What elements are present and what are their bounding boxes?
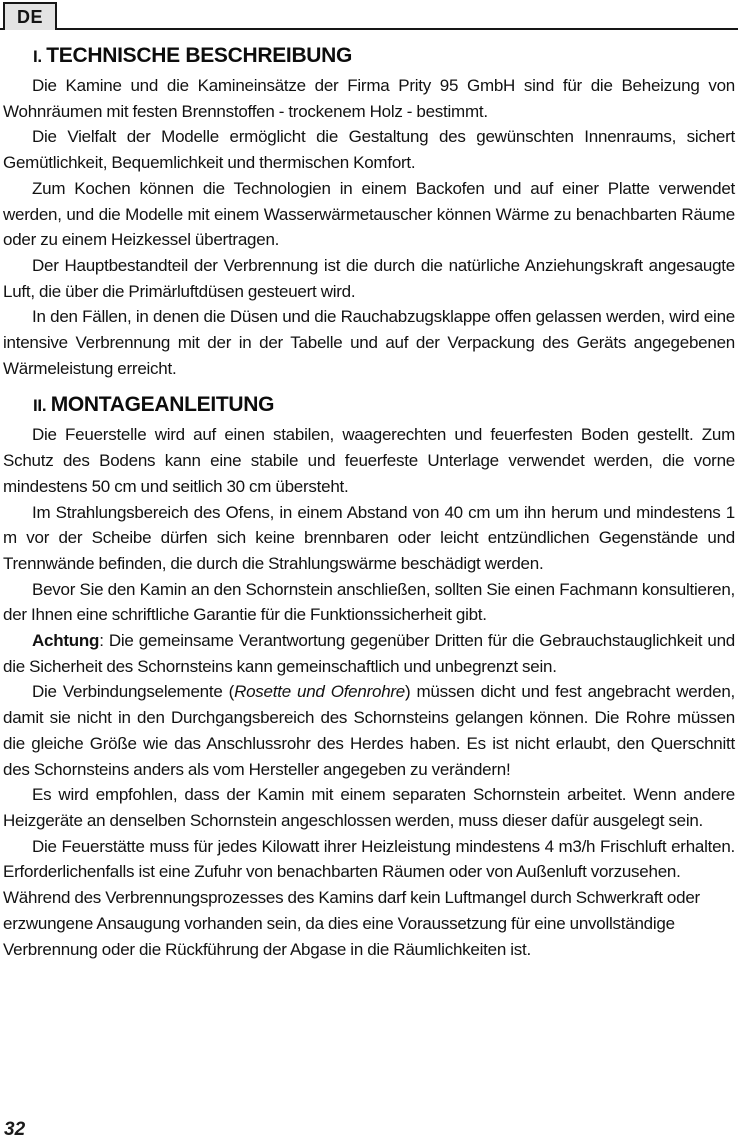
paragraph [3,782,735,833]
text-run: Die Feuerstelle wird auf einen stabilen, waagerechten und feuerfesten Boden gestellt. Zum Schutz des Bodens kann eine stabile und feuerfeste Unterlage verwendet werden, die vorne mindestens 50 cm und seitlich 30 cm übersteht. [3,425,735,496]
text-run: In den Fällen, in denen die Düsen und die Rauchabzugsklappe offen gelassen werden, wird eine intensive Verbrennung mit der in der Tabelle und auf der Verpackung des Geräts angegebenen Wärmeleistung erreicht. [3,307,735,378]
section-title: TECHNISCHE BESCHREIBUNG [46,44,353,67]
paragraph [3,253,735,304]
page-number: 32 [4,1119,26,1140]
document-content [0,30,738,962]
section-number: I. [33,47,47,66]
section-heading [3,392,735,419]
section-title: MONTAGEANLEITUNG [50,393,275,417]
text-run: Der Hauptbestandteil der Verbrennung ist die durch die natürliche Anziehungskraft angesaugte Luft, die über die Primärluftdüsen gesteuert wird. [3,255,735,301]
section-number: II. [33,396,51,416]
page-header [0,0,738,30]
text-run: Achtung [32,631,100,651]
paragraph [3,304,735,381]
text-run: Es wird empfohlen, dass der Kamin mit einem separaten Schornstein arbeitet. Wenn andere Heizgeräte an denselben Schornstein angeschlossen werden, muss dieser dafür ausgelegt sein. [3,785,735,830]
paragraph [3,885,735,962]
text-run: : Die gemeinsame Verantwortung gegenüber Dritten für die Gebrauchstauglichkeit und die Sicherheit des Schornsteins kann gemeinschaftlich und unbegrenzt sein. [3,631,735,676]
paragraph [3,124,735,175]
paragraph [3,73,735,124]
text-run: Bevor Sie den Kamin an den Schornstein anschließen, sollten Sie einen Fachmann konsultieren, der Ihnen eine schriftliche Garantie für die Funktionssicherheit gibt. [3,579,735,625]
text-run: Rosette und Ofenrohre [234,682,406,702]
language-tab[interactable]: DE [3,2,57,30]
paragraph [3,577,735,628]
paragraph [3,679,735,782]
paragraph [3,500,735,577]
section-heading [3,43,735,70]
text-run: ) müssen dicht und fest angebracht werden, damit sie nicht in den Durchgangsbereich des Schornsteins gelangen können. Die Rohre müssen die gleiche Größe wie das Anschlussrohr des Herdes haben. Es ist nicht erlaubt, den Querschnitt des Schornsteins anders als vom Hersteller angegeben zu verändern! [3,682,735,779]
text-run: Im Strahlungsbereich des Ofens, in einem Abstand von 40 cm um ihn herum und mindestens 1 m vor der Scheibe dürfen sich keine brennbaren oder leicht entzündlichen Gegenstände und Trennwände befinden, die durch die Strahlungswärme beschädigt werden. [3,502,735,573]
text-run: Die Kamine und die Kamineinsätze der Firma Prity 95 GmbH sind für die Beheizung von Wohnräumen mit festen Brennstoffen - trockenem Holz - bestimmt. [3,76,735,121]
text-run: Zum Kochen können die Technologien in einem Backofen und auf einer Platte verwendet werden, und die Modelle mit einem Wasserwärmetauscher können Wärme zu benachbarten Räume oder zu einem Heizkessel übertragen. [3,178,735,250]
text-run: Die Verbindungselemente ( [32,682,235,702]
text-run: Während des Verbrennungsprozesses des Kamins darf kein Luftmangel durch Schwerkraft oder erzwungene Ansaugung vorhanden sein, da dies eine Voraussetzung für eine unvollständige Verbrennung oder die Rückführung der Abgase in die Räumlichkeiten ist. [3,888,700,959]
paragraph [3,628,735,679]
text-run: Die Feuerstätte muss für jedes Kilowatt ihrer Heizleistung mindestens 4 m3/h Frischluft erhalten. Erforderlichenfalls ist eine Zufuhr von benachbarten Räumen oder von Außenluft vorzusehen. [3,836,735,882]
paragraph [3,176,735,253]
text-run: Die Vielfalt der Modelle ermöglicht die Gestaltung des gewünschten Innenraums, sichert Gemütlichkeit, Bequemlichkeit und thermischen Komfort. [3,127,735,173]
paragraph [3,834,735,885]
paragraph [3,422,735,499]
